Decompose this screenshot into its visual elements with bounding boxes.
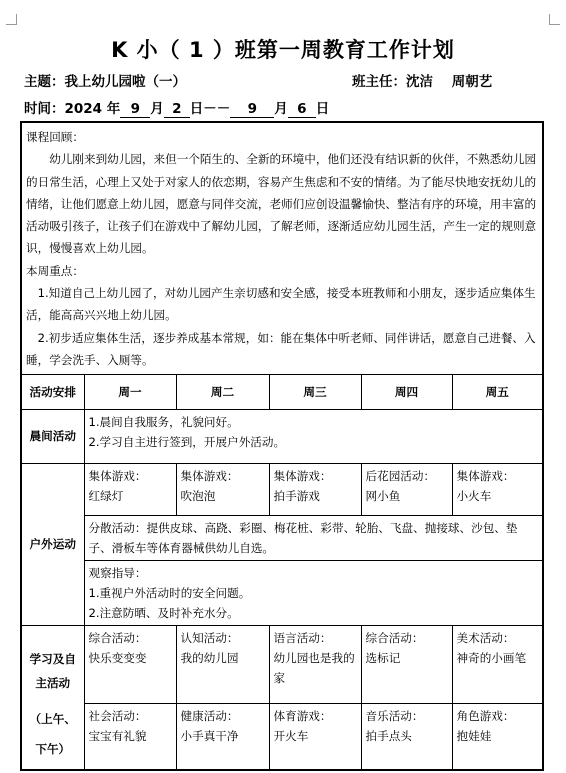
activity-type: 语言活动： [273,630,332,645]
header-cell: 周一 [84,375,176,409]
activity-name: 开火车 [273,728,309,743]
table-row [22,409,542,463]
table-row [22,625,542,703]
study-activity-cell [269,625,361,703]
morning-line-2: 2.学习自主进行签到，开展户外活动。 [88,434,286,449]
morning-line-1: 1.晨间自我服务，礼貌问好。 [88,414,239,429]
study-activity-cell [452,625,542,703]
study-activity-cell [361,625,452,703]
focus-heading: 本周重点： [26,263,84,278]
study-activity-cell [84,703,176,771]
activity-type: 健康活动： [180,708,239,723]
game-type: 集体游戏： [456,468,515,483]
theme-value: 我上幼儿园啦（一） [64,74,186,90]
activity-type: 美术活动： [456,630,515,645]
focus-item-2: 2.初步适应集体生活，逐步养成基本常规，如：能在集体中听老师、同伴讲话，愿意自己进餐、入睡，学会洗手、入厕等。 [26,330,536,367]
game-type: 后花园活动： [365,468,436,483]
outdoor-game-cell [176,463,269,515]
study-activity-cell [452,703,542,771]
year: 2024 年 [64,101,121,117]
game-type: 集体游戏： [180,468,239,483]
study-activity-cell [176,703,269,771]
study-activity-cell [269,703,361,771]
activity-type: 综合活动： [88,630,147,645]
game-name: 红绿灯 [88,488,124,503]
row-label-study [22,625,84,771]
teacher-line [352,70,492,90]
game-name: 网小鱼 [365,488,401,503]
document-title: K 小（ 1 ）班第一周教育工作计划 [111,38,455,62]
game-type: 集体游戏： [88,468,147,483]
game-name: 吹泡泡 [180,488,216,503]
study-activity-cell [361,703,452,771]
teacher-label: 班主任： [352,74,406,90]
observe-line-1: 1.重视户外活动时的安全问题。 [88,585,251,600]
header-cell: 周三 [269,375,361,409]
day-suffix-2: 日 [315,101,330,117]
end-month: 9 [230,101,274,118]
focus-item-1: 1.知道自己上幼儿园了，对幼儿园产生亲切感和安全感，接受本班教师和小朋友，逐步适应集体生活，能高高兴兴地上幼儿园。 [26,286,536,323]
activity-type: 角色游戏： [456,708,515,723]
theme-line [24,70,186,90]
outdoor-game-cell [361,463,452,515]
table-row [22,703,542,771]
label-line: 主活动 [35,676,71,690]
course-review-section [22,123,542,375]
activity-name: 小手真干净 [180,728,239,743]
activity-type: 体育游戏： [273,708,332,723]
outdoor-game-cell [452,463,542,515]
day-suffix: 日－－ [189,101,231,117]
morning-activity-cell [84,409,542,463]
header-cell: 周五 [452,375,542,409]
outdoor-game-cell [84,463,176,515]
activity-name: 神奇的小画笔 [456,650,527,665]
end-day: 6 [288,101,316,118]
label-line: 学习及自 [29,652,76,666]
study-activity-cell [176,625,269,703]
page-corner-mark-left [6,14,17,25]
activity-name: 抱娃娃 [456,728,492,743]
time-line [24,97,329,118]
teacher-value: 沈洁 周朝艺 [406,74,493,90]
month-suffix: 月 [150,101,164,117]
activity-name: 幼儿园也是我的家 [273,650,355,685]
review-heading: 课程回顾： [26,130,84,144]
label-line: 下午） [35,742,71,756]
header-cell: 活动安排 [22,375,84,409]
month-suffix-2: 月 [274,101,288,117]
game-name: 拍手游戏 [273,488,320,503]
game-type: 集体游戏： [273,468,332,483]
activity-name: 选标记 [365,650,401,665]
time-label: 时间： [24,101,65,117]
activity-name: 宝宝有礼貌 [88,728,147,743]
activity-name: 我的幼儿园 [180,650,239,665]
activity-type: 音乐活动： [365,708,424,723]
table-row [22,515,542,560]
outdoor-game-cell [269,463,361,515]
header-cell: 周四 [361,375,452,409]
header-cell: 周二 [176,375,269,409]
label-line: （上午、 [29,712,76,726]
row-label: 户外运动 [22,463,84,625]
theme-label: 主题： [24,74,65,90]
row-label: 晨间活动 [22,409,84,463]
observe-heading: 观察指导： [88,565,147,580]
observation-cell [84,560,542,625]
activity-type: 综合活动： [365,630,424,645]
table-header-row [22,375,542,409]
activity-name: 快乐变变变 [88,650,147,665]
activity-type: 社会活动： [88,708,147,723]
activity-name: 拍手点头 [365,728,412,743]
game-name: 小火车 [456,488,492,503]
table-row [22,560,542,625]
start-day: 2 [164,101,190,118]
page-corner-mark-right [549,14,560,25]
scatter-activity-cell: 分散活动：提供皮球、高跷、彩圈、梅花桩、彩带、轮胎、飞盘、抛接球、沙包、垫子、滑板车等体育器械供幼儿自选。 [84,515,542,560]
table-row [22,463,542,515]
start-month: 9 [120,101,150,118]
observe-line-2: 2.注意防晒、及时补充水分。 [88,605,239,620]
plan-table-frame [20,121,544,771]
activity-table [22,375,542,771]
study-activity-cell [84,625,176,703]
review-paragraph: 幼儿刚来到幼儿园，来但一个陌生的、全新的环境中，他们还没有结识新的伙伴，不熟悉幼儿园的日常生活，心理上又处于对家人的依恋期，容易产生焦虑和不安的情绪。为了能尽快地安抚幼儿的情绪，让他们愿意上幼儿园，愿意与同伴交流，老师们应创设温馨愉快、整洁有序的环境，用丰富的活动吸引孩子，让孩子们在游戏中了解幼儿园，了解老师，逐渐适应幼儿园生活，产生一定的规则意识，慢慢喜欢上幼儿园。 [26,152,537,256]
activity-type: 认知活动： [180,630,239,645]
